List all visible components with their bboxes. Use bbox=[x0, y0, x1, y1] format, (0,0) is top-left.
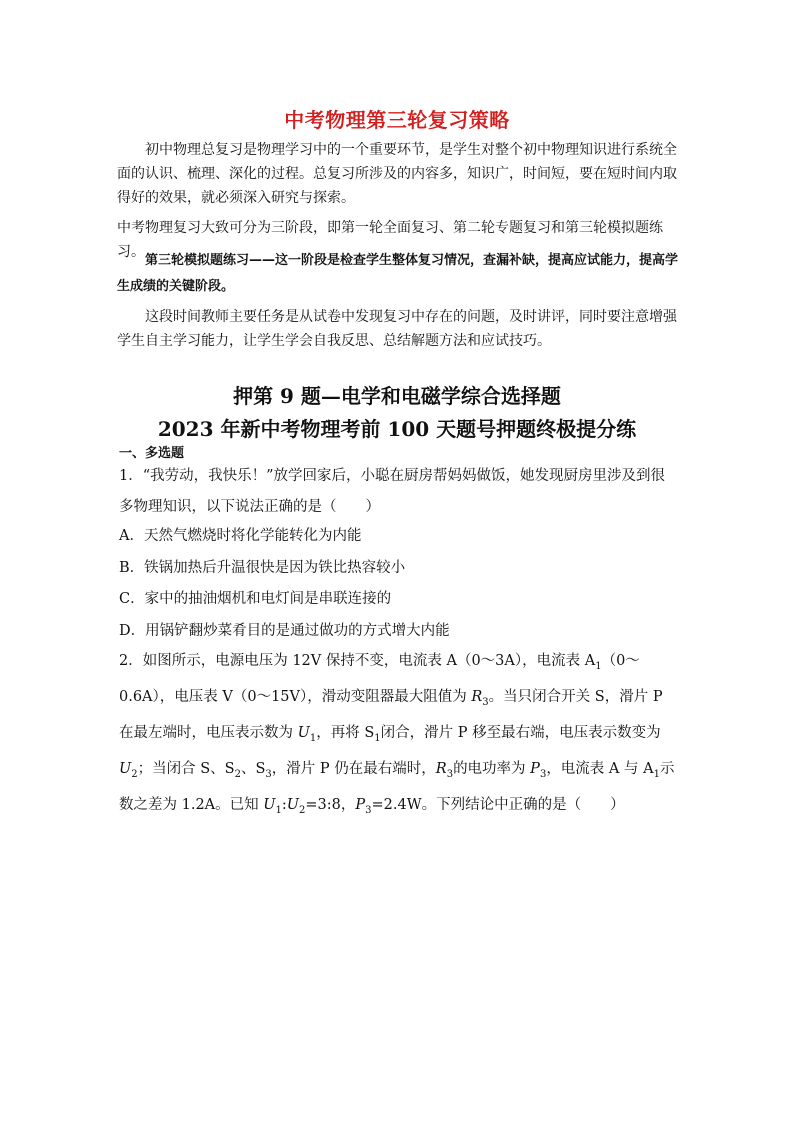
q2-text: 。当只闭合开关 S，滑片 P 在最左端时，电压表示数为 bbox=[119, 688, 663, 741]
q2-var: R bbox=[471, 688, 483, 705]
question-2-stem bbox=[119, 646, 679, 825]
question-1-stem: 1．“我劳动，我快乐！”放学回家后，小聪在厨房帮妈妈做饭，她发现厨房里涉及到很多物理知识，以下说法正确的是（ ） bbox=[119, 468, 666, 515]
q2-var: U bbox=[286, 796, 299, 813]
q2-text: ，再将 S bbox=[316, 724, 375, 741]
question-1-option-c: C．家中的抽油烟机和电灯间是串联连接的 bbox=[119, 591, 392, 607]
section-label: 一、多选题 bbox=[119, 446, 185, 461]
q2-sub: 3 bbox=[482, 696, 489, 708]
q2-sub: 1 bbox=[374, 732, 381, 744]
q2-text: 2．如图所示，电源电压为 12V 保持不变，电流表 A（0～3A），电流表 A bbox=[119, 653, 596, 669]
q2-text: （0～0.6A），电压表 V（0～15V），滑动变阻器最大阻值为 bbox=[119, 653, 640, 705]
q2-text: ，电流表 A 与 A bbox=[546, 760, 654, 777]
heading-topic: 押第 9 题—电学和电磁学综合选择题 bbox=[233, 384, 561, 408]
q2-var: R bbox=[435, 760, 447, 777]
q2-sub: 1 bbox=[275, 804, 282, 816]
q2-sub: 3 bbox=[539, 768, 547, 780]
q2-sub: 1 bbox=[595, 660, 602, 672]
question-1-option-a: A．天然气燃烧时将化学能转化为内能 bbox=[119, 528, 362, 544]
q2-text: 闭合，滑片 P 移至最右端，电压表示数变为 bbox=[380, 724, 661, 741]
intro-paragraph-4: 这段时间教师主要任务是从试卷中发现复习中存在的问题，及时讲评，同时要注意增强学生自主学习能力，让学生学会自我反思、总结解题方法和应试技巧。 bbox=[117, 309, 677, 349]
q2-sub: 2 bbox=[131, 768, 138, 780]
question-1-option-d: D．用锅铲翻炒菜肴目的是通过做功的方式增大内能 bbox=[119, 623, 450, 639]
q2-text: ；当闭合 S、S bbox=[137, 760, 235, 777]
q2-sub: 2 bbox=[234, 768, 241, 780]
intro-paragraph-2: 中考物理复习大致可分为三阶段，即第一轮全面复习、第二轮专题复习和第三轮模拟题练习。 bbox=[117, 220, 663, 260]
q2-sub: 2 bbox=[298, 804, 306, 816]
q2-sub: 3 bbox=[446, 768, 454, 780]
q2-text: : bbox=[281, 796, 287, 813]
q2-var: U bbox=[263, 796, 276, 813]
q2-text: =3:8， bbox=[305, 796, 356, 813]
q2-text: 的电功率为 bbox=[453, 760, 531, 777]
q2-var: U bbox=[119, 760, 132, 777]
q2-sub: 1 bbox=[309, 732, 317, 744]
intro-paragraph-3: 第三轮模拟题练习——这一阶段是检查学生整体复习情况，查漏补缺，提高应试能力，提高学生成绩的关键阶段。 bbox=[117, 253, 679, 294]
q2-var: P bbox=[355, 796, 366, 813]
intro-paragraph-1: 初中物理总复习是物理学习中的一个重要环节，是学生对整个初中物理知识进行系统全面的认识、梳理、深化的过程。总复习所涉及的内容多，知识广，时间短，要在短时间内取得好的效果，就必须深入研究与探索。 bbox=[117, 142, 677, 206]
question-1-option-b: B．铁锅加热后升温很快是因为铁比热容较小 bbox=[119, 560, 406, 576]
q2-var: P bbox=[530, 760, 540, 777]
q2-var: U bbox=[297, 724, 310, 741]
q2-sub: 3 bbox=[365, 804, 372, 816]
q2-text: 、S bbox=[240, 760, 266, 777]
q2-sub: 3 bbox=[265, 768, 272, 780]
document-title: 中考物理第三轮复习策略 bbox=[284, 108, 510, 132]
q2-text: ，滑片 P 仍在最右端时， bbox=[271, 760, 436, 777]
q2-text: 示数之差为 1.2A。已知 bbox=[119, 760, 675, 813]
q2-text: =2.4W。下列结论中正确的是（ ） bbox=[371, 796, 625, 813]
q2-sub: 1 bbox=[653, 768, 660, 780]
heading-series: 2023 年新中考物理考前 100 天题号押题终极提分练 bbox=[157, 417, 637, 441]
